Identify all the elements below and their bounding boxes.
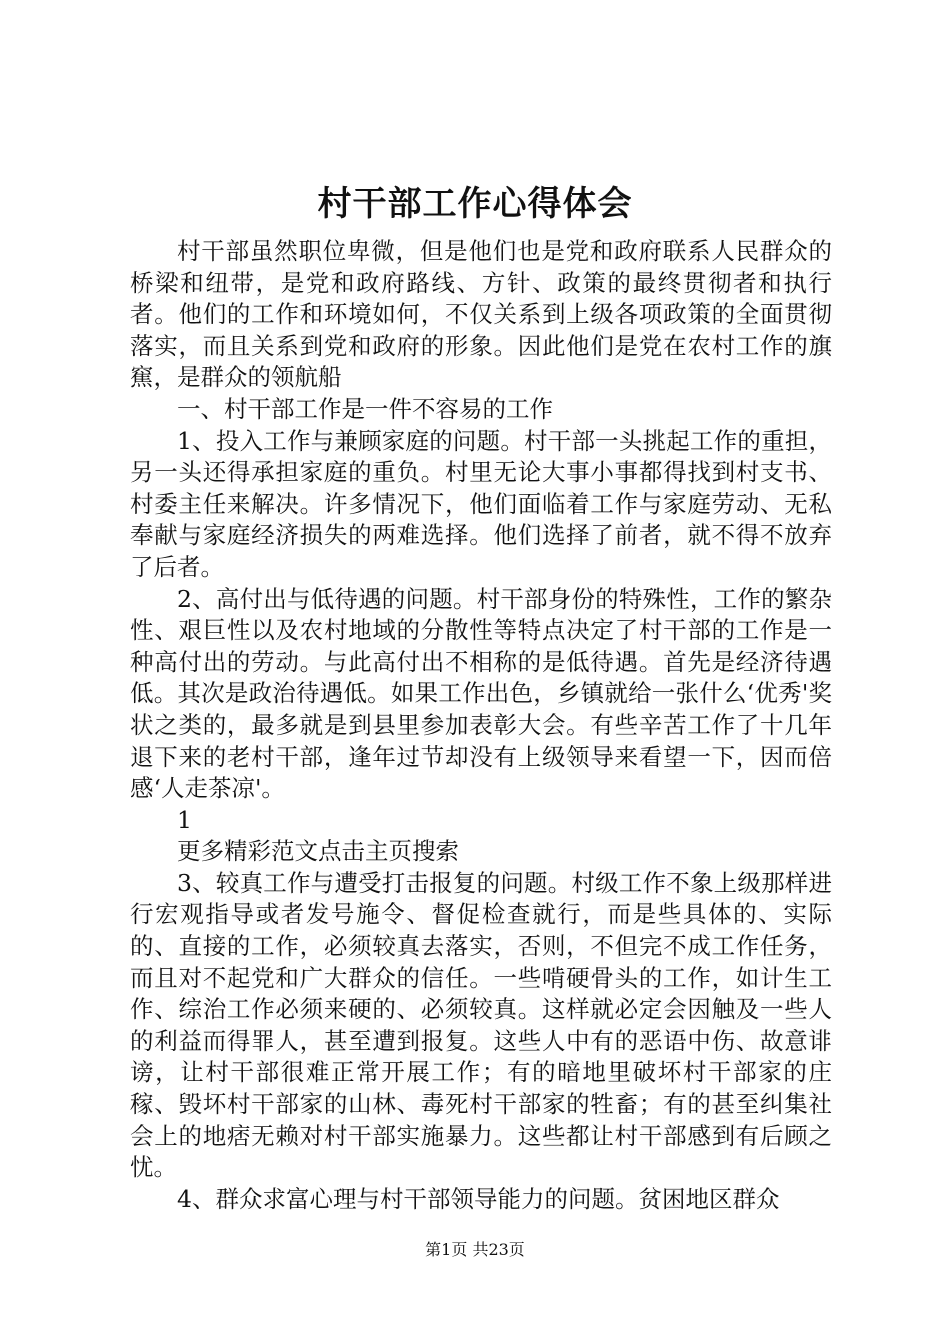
- document-body: [130, 236, 832, 1215]
- paragraph-item-2: 2、高付出与低待遇的问题。村干部身份的特殊性，工作的繁杂性、艰巨性以及农村地域的分散性等特点决定了村干部的工作是一种高付出的劳动。与此高付出不相称的是低待遇。首先是经济待遇低。其次是政治待遇低。如果工作出色，乡镇就给一张什么‘优秀'奖状之类的，最多就是到县里参加表彰大会。有些辛苦工作了十几年退下来的老村干部，逢年过节却没有上级领导来看望一下，因而倍感‘人走茶凉'。: [130, 584, 832, 803]
- paragraph-item-1: 1、投入工作与兼顾家庭的问题。村干部一头挑起工作的重担，另一头还得承担家庭的重负。村里无论大事小事都得找到村支书、村委主任来解决。许多情况下，他们面临着工作与家庭劳动、无私奉献与家庭经济损失的两难选择。他们选择了前者，就不得不放弃了后者。: [130, 426, 832, 581]
- paragraph-item-4: 4、群众求富心理与村干部领导能力的问题。贫困地区群众: [177, 1184, 780, 1213]
- paragraph-intro: 村干部虽然职位卑微，但是他们也是党和政府联系人民群众的桥梁和纽带，是党和政府路线、方针、政策的最终贯彻者和执行者。他们的工作和环境如何，不仅关系到上级各项政策的全面贯彻落实，而且关系到党和政府的形象。因此他们是党在农村工作的旗䆶，是群众的领航船: [130, 237, 832, 392]
- page-footer: 第1页 共23页: [425, 1240, 525, 1259]
- document-title: 村干部工作心得体会: [317, 183, 633, 224]
- paragraph-item-3: 3、较真工作与遭受打击报复的问题。村级工作不象上级那样进行宏观指导或者发号施令、督促检查就行，而是些具体的、实际的、直接的工作，必须较真去落实，否则，不但完不成工作任务，而且对不起党和广大群众的信任。一些啃硬骨头的工作，如计生工作、综治工作必须来硬的、必须较真。这样就必定会因触及一些人的利益而得罪人，甚至遭到报复。这些人中有的恶语中伤、故意诽谤，让村干部很难正常开展工作；有的暗地里破坏村干部家的庄稼、毁坏村干部家的山林、毒死村干部家的牲畜；有的甚至纠集社会上的地痞无赖对村干部实施暴力。这些都让村干部感到有后顾之忧。: [130, 868, 832, 1182]
- inline-page-number: 1: [177, 805, 192, 834]
- section-heading: 一、村干部工作是一件不容易的工作: [177, 394, 553, 423]
- more-articles-note: 更多精彩范文点击主页搜索: [177, 837, 459, 866]
